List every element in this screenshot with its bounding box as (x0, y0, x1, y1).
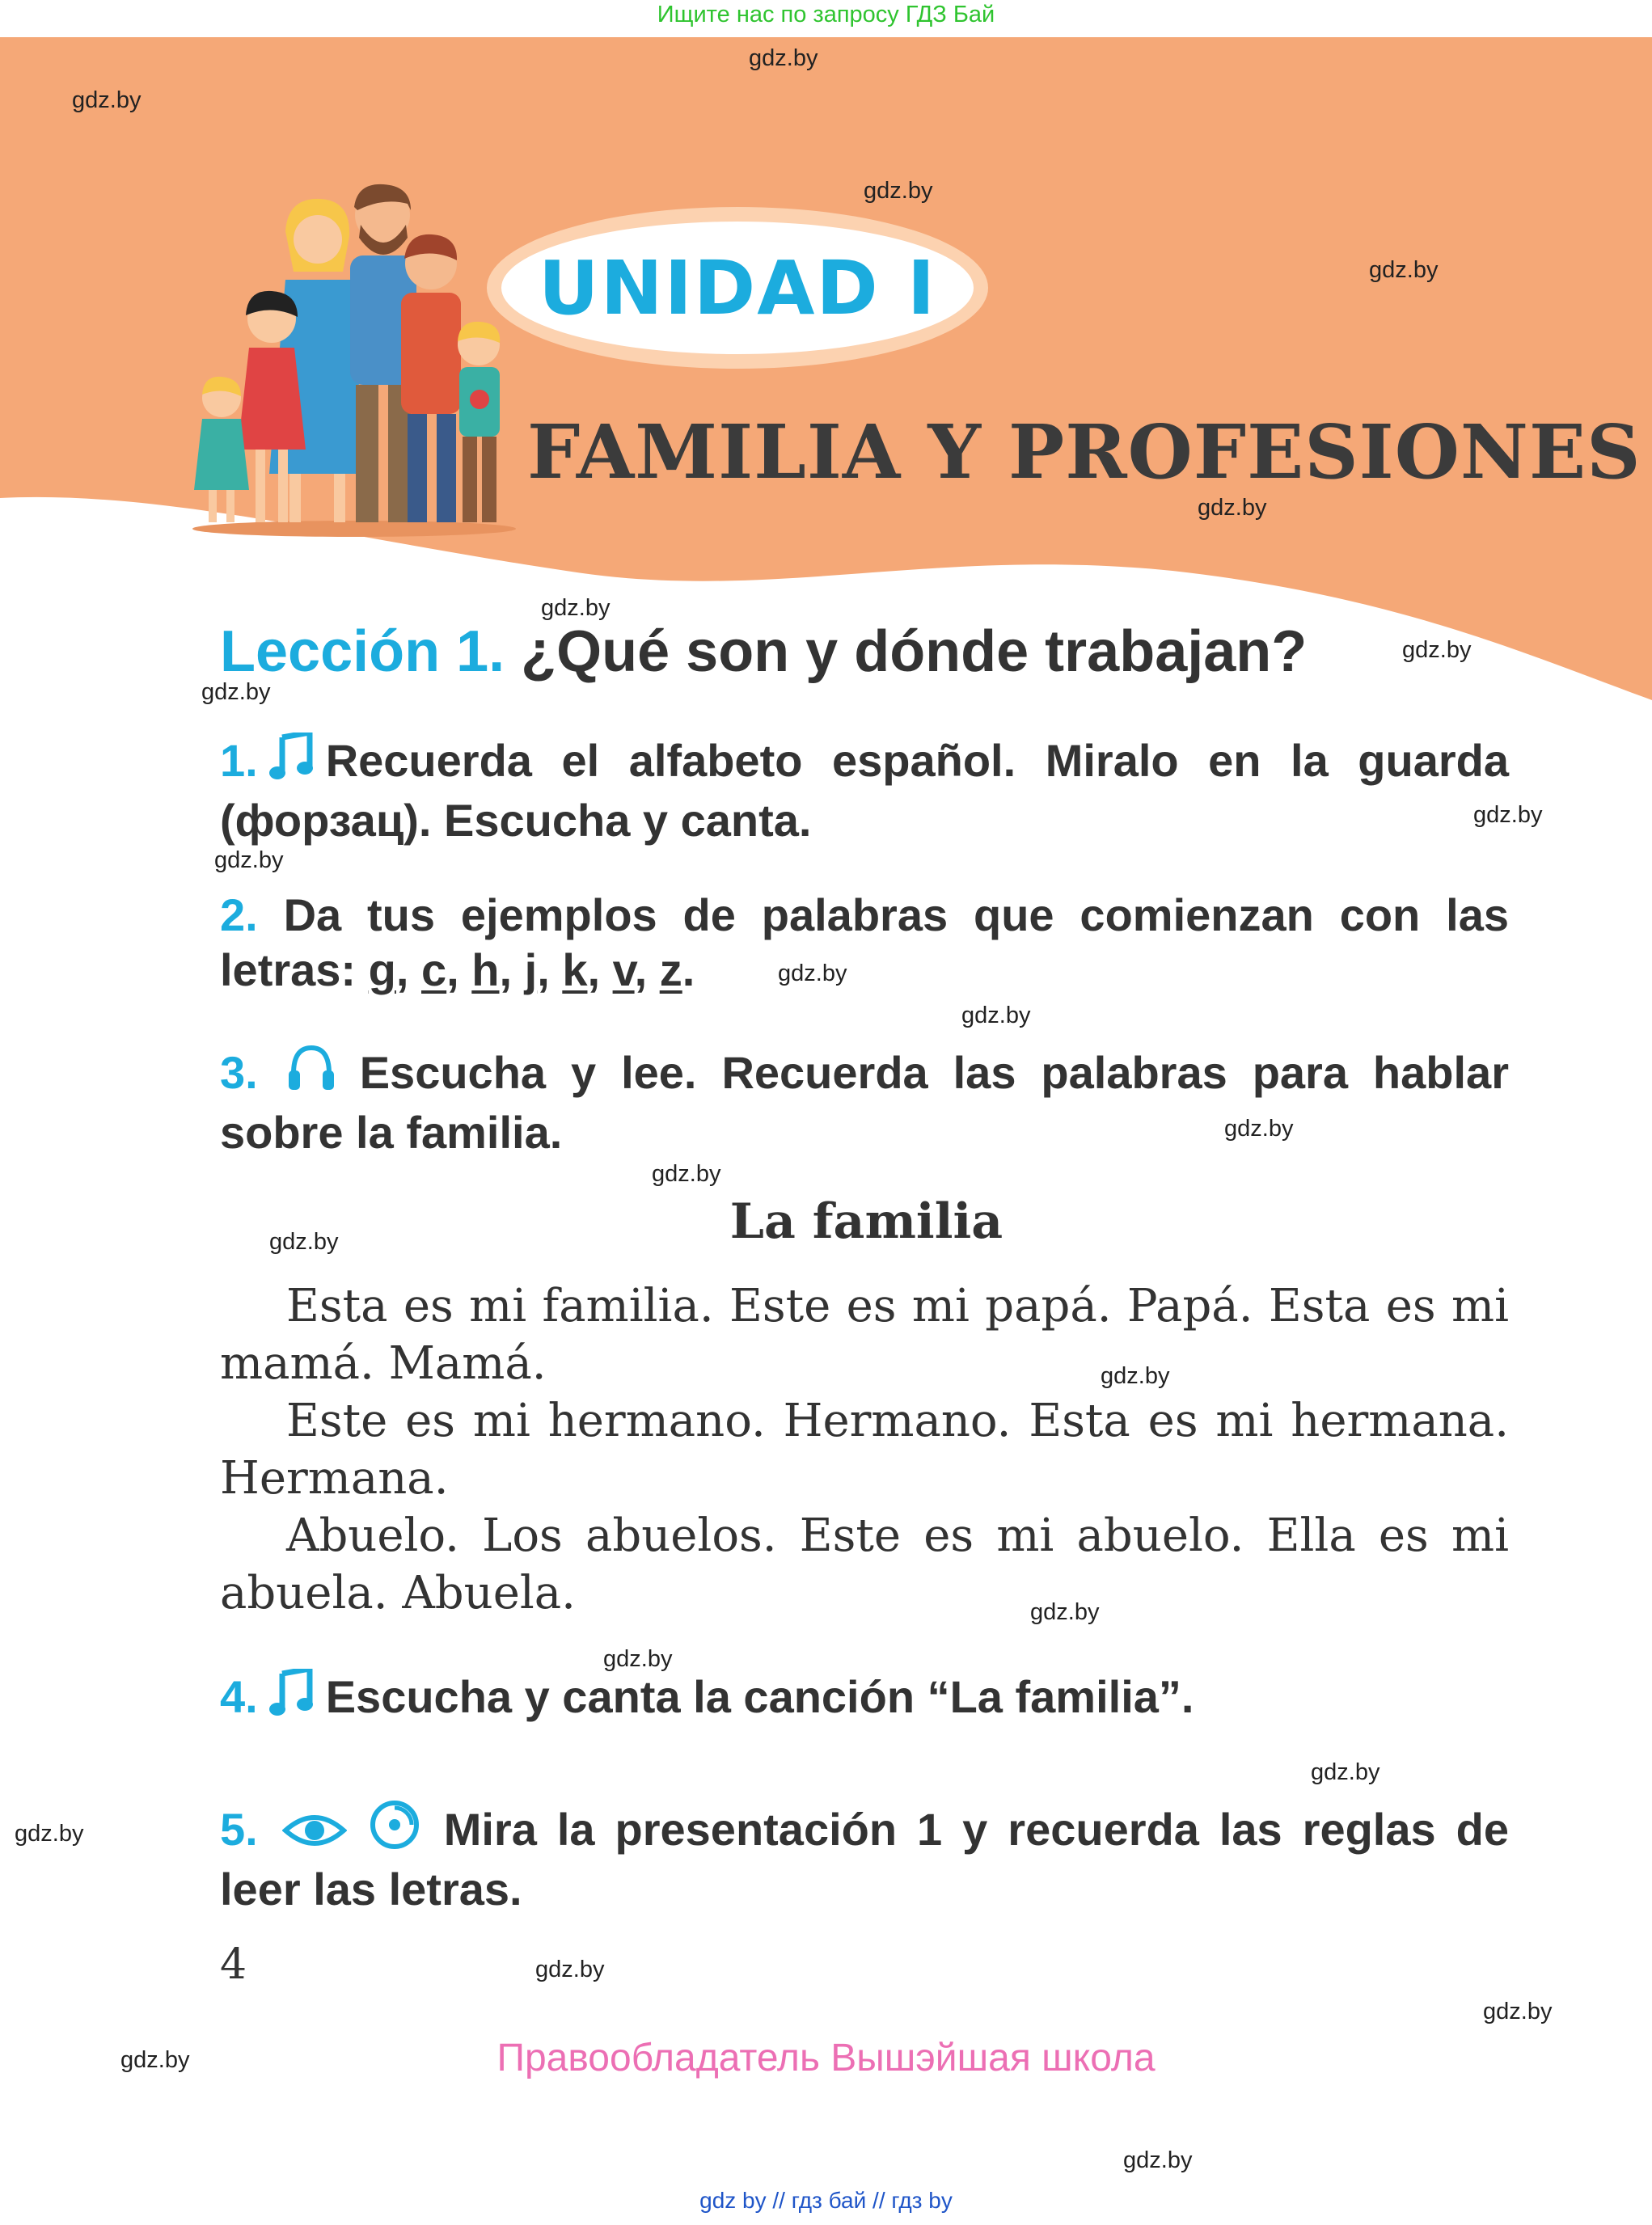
unit-badge (487, 207, 988, 369)
lesson-heading (220, 619, 1307, 685)
task-2: 2. Da tus ejemplos de palabras que comienzan con las letras: g, c, h, j, k, v, z. (220, 889, 1509, 995)
watermark: gdz.by (72, 87, 142, 113)
watermark: gdz.by (1198, 495, 1267, 521)
reading-paragraph: Abuelo. Los abuelos. Este es mi abuelo. Ella es mi abuela. Abuela. (220, 1509, 1509, 1619)
letter-v: v (612, 944, 635, 995)
watermark: gdz.by (201, 679, 271, 705)
letter-k: k (562, 944, 588, 995)
reading-paragraph: Esta es mi familia. Este es mi papá. Papá. Esta es mi mamá. Mamá. (220, 1280, 1509, 1390)
watermark: gdz.by (864, 178, 933, 204)
task-text: Escucha y canta la canción “La familia”. (325, 1671, 1194, 1722)
task-number: 3. (220, 1047, 258, 1098)
unit-label: UNIDAD I (538, 244, 937, 331)
reading-paragraph: Este es mi hermano. Hermano. Esta es mi hermana. Hermana. (220, 1395, 1509, 1505)
lesson-number: Lección 1. (220, 619, 505, 684)
task-4 (220, 1669, 1509, 1729)
page-number: 4 (220, 1940, 247, 1989)
task-number: 4. (220, 1671, 258, 1722)
watermark: gdz.by (1369, 257, 1439, 283)
letter-j: j (524, 944, 538, 995)
task-5 (220, 1800, 1509, 1917)
watermark: gdz.by (778, 961, 847, 986)
watermark: gdz.by (1473, 802, 1543, 828)
watermark: gdz.by (1101, 1363, 1170, 1389)
eye-icon (282, 1807, 347, 1862)
unit-title: FAMILIA Y PROFESIONES (527, 408, 1641, 496)
watermark: gdz.by (1483, 1999, 1553, 2024)
watermark: gdz.by (535, 1957, 605, 1982)
music-note-icon (269, 1669, 315, 1729)
copyright-owner: Правообладатель Вышэйшая школа (496, 2037, 1156, 2079)
family-illustration (184, 183, 524, 538)
watermark: gdz.by (214, 847, 284, 873)
task-text: Da tus ejemplos de palabras que comienzan con las letras: (220, 889, 1509, 995)
task-text: Escucha y lee. Recuerda las palabras para hablar sobre la familia. (220, 1047, 1509, 1158)
music-note-icon (269, 733, 315, 793)
watermark: gdz.by (1224, 1116, 1294, 1142)
watermark: gdz.by (1311, 1759, 1380, 1785)
task-3 (220, 1043, 1509, 1160)
watermark: gdz.by (1402, 637, 1472, 663)
watermark: gdz.by (269, 1229, 339, 1255)
task-1 (220, 733, 1509, 848)
watermark: gdz.by (603, 1646, 673, 1672)
task-text: Mira la presentación 1 y recuerda las reglas de leer las letras. (220, 1804, 1509, 1915)
task-number: 1. (220, 735, 258, 786)
disc-icon (370, 1800, 420, 1862)
watermark: gdz.by (961, 1003, 1031, 1028)
letter-h: h (471, 944, 500, 995)
letter-c: c (421, 944, 447, 995)
headphones-icon (287, 1043, 336, 1105)
letter-g: g (368, 944, 396, 995)
watermark: gdz.by (1123, 2147, 1193, 2173)
task-number: 5. (220, 1804, 258, 1855)
reading-title: La familia (729, 1193, 1003, 1250)
watermark: gdz.by (15, 1821, 84, 1847)
watermark: gdz.by (120, 2047, 190, 2073)
watermark: gdz.by (749, 45, 818, 71)
top-search-note: Ищите нас по запросу ГДЗ Бай (657, 2, 995, 27)
watermark: gdz.by (652, 1161, 721, 1187)
lesson-title: ¿Qué son y dónde trabajan? (521, 619, 1308, 684)
task-number: 2. (220, 889, 258, 940)
task-text: Recuerda el alfabeto español. Miralo en la guarda (форзац). Escucha y canta. (220, 735, 1509, 846)
letter-z: z (659, 944, 682, 995)
watermark: gdz.by (541, 595, 611, 621)
footer-links[interactable]: gdz by // гдз бай // гдз by (699, 2188, 953, 2213)
watermark: gdz.by (1030, 1599, 1100, 1625)
